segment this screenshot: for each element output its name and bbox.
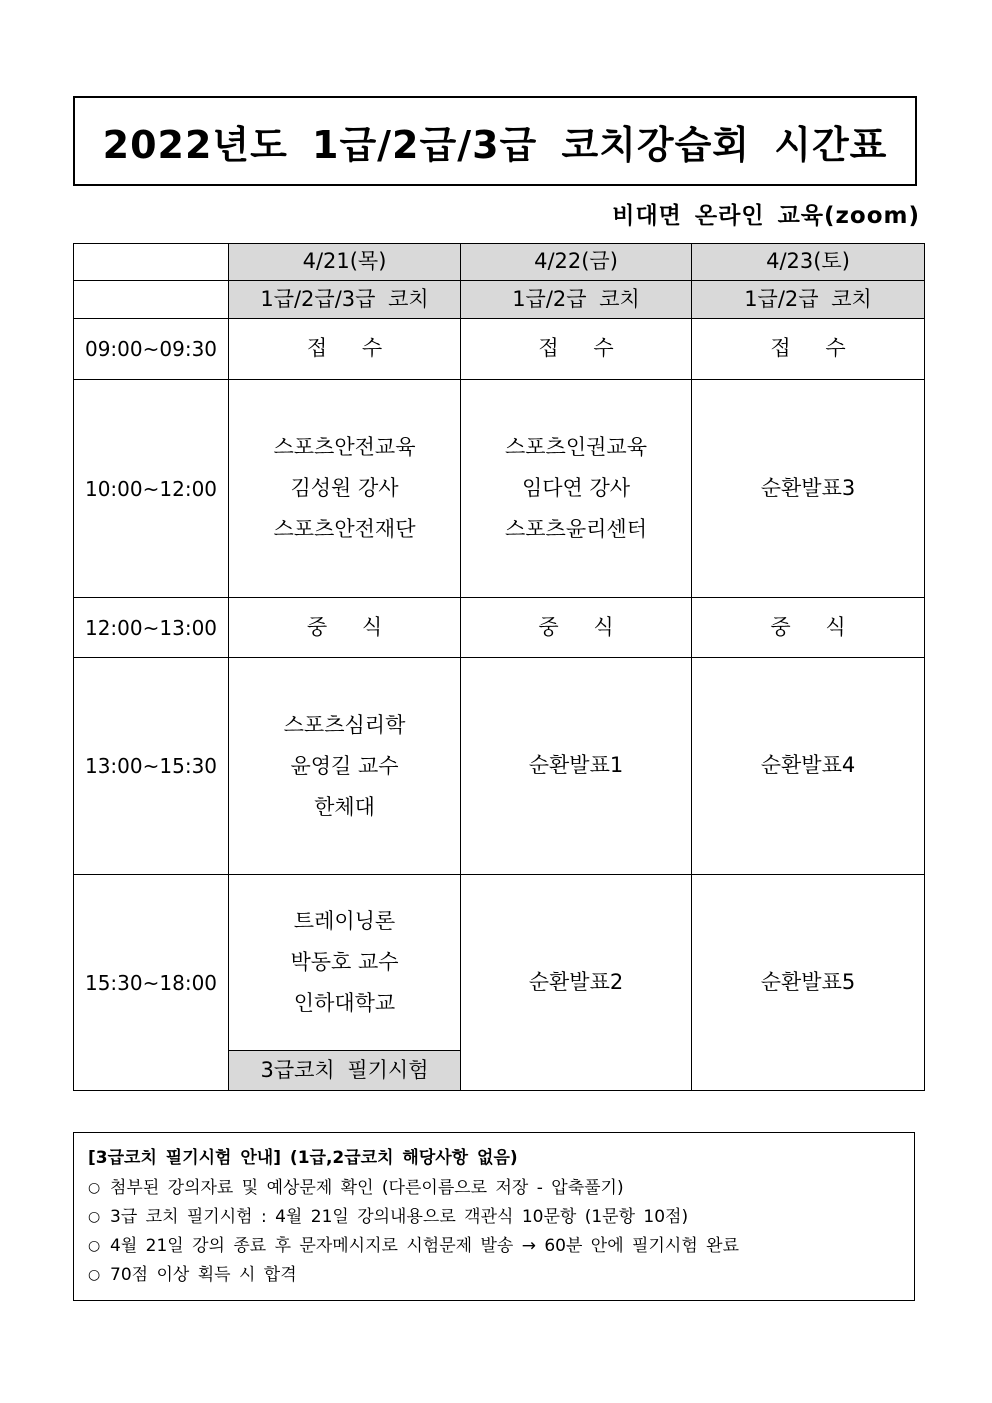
table-row	[74, 875, 925, 1051]
page-title: 2022년도 1급/2급/3급 코치강습회 시간표	[102, 122, 888, 167]
session-lecturer: 윤영길 교수	[290, 753, 399, 778]
exam-notice-box	[73, 1132, 915, 1301]
session-affiliation: 스포츠윤리센터	[504, 517, 647, 541]
session-cell	[461, 380, 692, 598]
header-corner-cell	[74, 244, 229, 281]
bullet-icon: ○	[88, 1209, 101, 1225]
session-title: 순환발표5	[760, 969, 856, 994]
lunch-cell: 중 식	[692, 598, 925, 658]
session-title: 트레이닝론	[293, 909, 396, 933]
header-corner-cell	[74, 281, 229, 319]
registration-cell: 접 수	[692, 319, 925, 380]
session-lecturer: 박동호 교수	[290, 950, 399, 974]
table-row	[74, 658, 925, 875]
session-affiliation: 한체대	[314, 794, 375, 819]
session-cell	[229, 875, 461, 1051]
session-cell	[692, 875, 925, 1091]
session-lecturer: 김성원 강사	[290, 476, 399, 500]
registration-cell: 접 수	[229, 319, 461, 380]
table-row	[74, 319, 925, 380]
header-date-day3: 4/23(토)	[692, 244, 925, 281]
bullet-icon: ○	[88, 1267, 101, 1283]
session-cell	[229, 658, 461, 875]
session-affiliation: 스포츠안전재단	[273, 517, 416, 541]
list-item	[88, 1203, 900, 1232]
title-box	[73, 96, 917, 186]
page-subtitle: 비대면 온라인 교육(zoom)	[612, 203, 920, 229]
list-item	[88, 1174, 900, 1203]
exam-cell: 3급코치 필기시험	[229, 1051, 461, 1091]
session-title: 순환발표3	[760, 475, 856, 500]
header-grade-day1: 1급/2급/3급 코치	[229, 281, 461, 319]
schedule-table	[73, 243, 925, 1091]
notice-item-text: 70점 이상 획득 시 합격	[110, 1265, 297, 1285]
session-title: 순환발표2	[528, 969, 624, 994]
table-row	[74, 598, 925, 658]
session-title: 스포츠안전교육	[273, 435, 416, 459]
lunch-cell: 중 식	[461, 598, 692, 658]
bullet-icon: ○	[88, 1180, 101, 1196]
bullet-icon: ○	[88, 1238, 101, 1254]
notice-item-text: 첨부된 강의자료 및 예상문제 확인 (다른이름으로 저장 - 압축풀기)	[110, 1178, 624, 1198]
lunch-cell: 중 식	[229, 598, 461, 658]
header-grade-day3: 1급/2급 코치	[692, 281, 925, 319]
registration-cell: 접 수	[461, 319, 692, 380]
header-row-dates	[74, 244, 925, 281]
time-slot: 12:00~13:00	[74, 598, 229, 658]
session-title: 스포츠심리학	[283, 712, 406, 737]
session-cell	[461, 658, 692, 875]
session-cell	[692, 658, 925, 875]
table-row	[74, 380, 925, 598]
notice-item-text: 4월 21일 강의 종료 후 문자메시지로 시험문제 발송 → 60분 안에 필기시험 완료	[110, 1236, 739, 1256]
notice-item-text: 3급 코치 필기시험 : 4월 21일 강의내용으로 객관식 10문항 (1문항 10점)	[110, 1207, 689, 1227]
list-item	[88, 1232, 900, 1261]
list-item	[88, 1261, 900, 1290]
session-title: 스포츠인권교육	[504, 435, 647, 459]
time-slot: 09:00~09:30	[74, 319, 229, 380]
session-affiliation: 인하대학교	[293, 991, 396, 1015]
time-slot: 13:00~15:30	[74, 658, 229, 875]
header-date-day2: 4/22(금)	[461, 244, 692, 281]
header-grade-day2: 1급/2급 코치	[461, 281, 692, 319]
header-row-grades	[74, 281, 925, 319]
header-date-day1: 4/21(목)	[229, 244, 461, 281]
session-cell	[692, 380, 925, 598]
session-cell	[229, 380, 461, 598]
notice-list	[88, 1174, 900, 1290]
time-slot: 15:30~18:00	[74, 875, 229, 1091]
session-title: 순환발표1	[528, 753, 624, 778]
time-slot: 10:00~12:00	[74, 380, 229, 598]
session-title: 순환발표4	[760, 753, 856, 778]
session-lecturer: 임다연 강사	[521, 476, 631, 500]
session-cell	[461, 875, 692, 1091]
notice-title: [3급코치 필기시험 안내] (1급,2급코치 해당사항 없음)	[88, 1148, 518, 1168]
